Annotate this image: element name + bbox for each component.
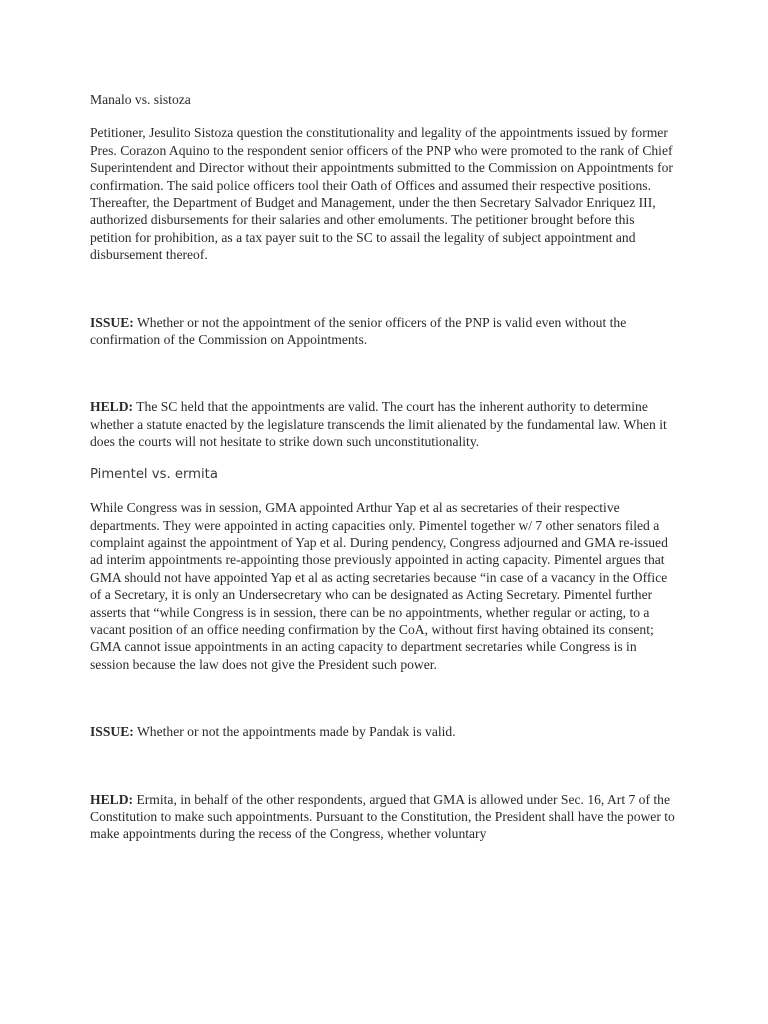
held-label: HELD:	[90, 791, 134, 807]
case-issue-pimentel	[90, 723, 676, 740]
case-title-pimentel: Pimentel vs. ermita	[90, 466, 218, 482]
held-label: HELD:	[90, 399, 134, 415]
issue-text: Whether or not the appointment of the senior officers of the PNP is valid even without the confirmation of the Commission on Appointments.	[90, 314, 627, 348]
held-text: The SC held that the appointments are valid. The court has the inherent authority to determine whether a statute enacted by the legislature transcends the limit alienated by the fundamental law. When it does the courts will not hesitate to strike down such unconstitutionality.	[90, 399, 667, 450]
held-text: Ermita, in behalf of the other respondents, argued that GMA is allowed under Sec. 16, Art 7 of the Constitution to make such appointments. Pursuant to the Constitution, the President shall have the power to make appointments during the recess of the Congress, whether voluntary	[90, 791, 675, 842]
case-facts-pimentel: While Congress was in session, GMA appointed Arthur Yap et al as secretaries of their respective departments. They were appointed in acting capacities only. Pimentel together w/ 7 other senators filed a complaint against the appointment of Yap et al. During pendency, Congress adjourned and GMA re-issued ad interim appointments re-appointing those previously appointed in acting capacity. Pimentel argues that GMA should not have appointed Yap et al as acting secretaries because “in case of a vacancy in the Office of a Secretary, it is only an Undersecretary who can be designated as Acting Secretary. Pimentel further asserts that “while Congress is in session, there can be no appointments, whether regular or acting, to a vacant position of an office needing confirmation by the CoA, without first having obtained its consent; GMA cannot issue appointments in an acting capacity to department secretaries while Congress is in session because the law does not give the President such power.	[90, 500, 668, 672]
case-held-pimentel	[90, 791, 676, 843]
issue-text: Whether or not the appointments made by Pandak is valid.	[133, 724, 456, 740]
case-held-manalo	[90, 398, 676, 450]
document-page	[90, 91, 676, 843]
case-title-manalo: Manalo vs. sistoza	[90, 92, 191, 107]
issue-label: ISSUE:	[90, 314, 134, 330]
case-issue-manalo	[90, 314, 676, 349]
issue-label: ISSUE:	[90, 724, 134, 740]
case-facts-manalo: Petitioner, Jesulito Sistoza question the constitutionality and legality of the appointments issued by former Pres. Corazon Aquino to the respondent senior officers of the PNP who were promoted to the rank of Chief Superintendent and Director without their appointments submitted to the Commission on Appointments for confirmation. The said police officers tool their Oath of Offices and assumed their respective positions. Thereafter, the Department of Budget and Management, under the then Secretary Salvador Enriquez III, authorized disbursements for their salaries and other emoluments. The petitioner brought before this petition for prohibition, as a tax payer suit to the SC to assail the legality of subject appointment and disbursement thereof.	[90, 125, 673, 263]
